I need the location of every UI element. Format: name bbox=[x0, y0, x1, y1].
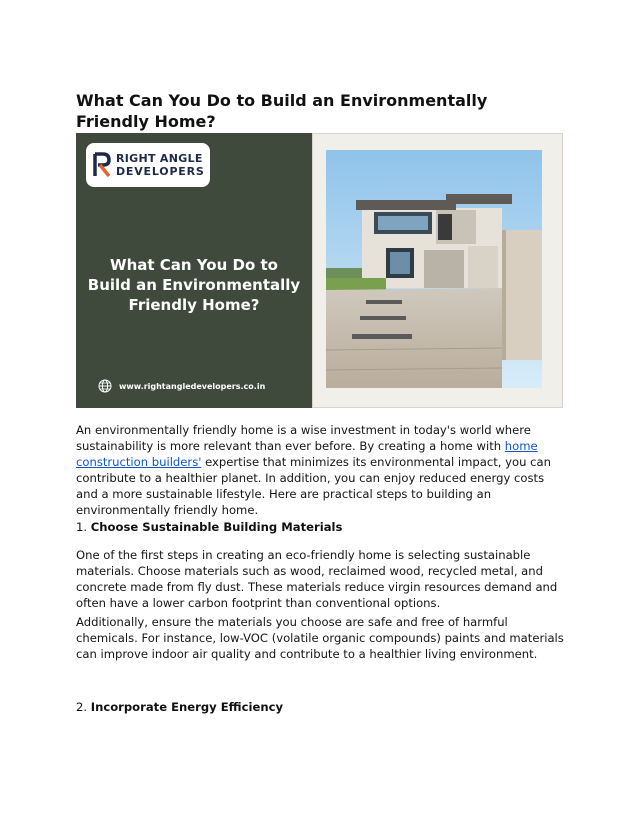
intro-text-before: An environmentally friendly home is a wise investment in today's world where sustainability is more relevant than ever before. By creating a home with bbox=[76, 423, 531, 453]
logo-r-icon bbox=[92, 152, 112, 178]
website-url: www.rightangledevelopers.co.in bbox=[119, 381, 266, 391]
house-photo bbox=[326, 150, 542, 388]
home-construction-builders-link[interactable]: home construction builders' bbox=[76, 439, 538, 469]
banner-photo-panel bbox=[312, 133, 563, 408]
section-1-heading bbox=[76, 519, 564, 535]
globe-icon bbox=[98, 379, 112, 393]
banner-heading-line3: Friendly Home? bbox=[128, 296, 260, 314]
page-title: What Can You Do to Build an Environmentally Friendly Home? bbox=[76, 91, 488, 131]
banner-heading-line2: Build an Environmentally bbox=[87, 276, 301, 294]
banner-heading bbox=[76, 255, 312, 315]
hero-banner bbox=[76, 133, 563, 408]
section-1-number: 1. bbox=[76, 520, 88, 534]
banner-heading-line1: What Can You Do to bbox=[110, 256, 278, 274]
company-logo bbox=[86, 143, 210, 187]
section-2-heading bbox=[76, 699, 564, 715]
banner-left-panel bbox=[76, 133, 312, 408]
section-2-title: Incorporate Energy Efficiency bbox=[90, 700, 284, 714]
section-1-title: Choose Sustainable Building Materials bbox=[90, 520, 343, 534]
website-row bbox=[98, 379, 265, 393]
section-1-paragraph-1: One of the first steps in creating an eco-friendly home is selecting sustainable materials. Choose materials such as wood, reclaimed wood, recycled metal, and concrete made from fly dust. These materials reduce virgin resources demand and often have a lower carbon footprint than conventional options. bbox=[76, 548, 558, 610]
intro-paragraph bbox=[76, 422, 564, 518]
logo-text-line2: DEVELOPERS bbox=[116, 165, 205, 178]
logo-text-line1: RIGHT ANGLE bbox=[116, 152, 203, 165]
section-1-paragraph-2: Additionally, ensure the materials you choose are safe and free of harmful chemicals. For instance, low-VOC (volatile organic compounds) paints and materials can improve indoor air quality and contribute to a healthier living environment. bbox=[76, 615, 564, 661]
intro-text-after: expertise that minimizes its environmental impact, you can contribute to a healthier planet. In addition, you can enjoy reduced energy costs and a more sustainable lifestyle. Here are practical steps to building an environmentally friendly home. bbox=[76, 455, 551, 517]
section-2-number: 2. bbox=[76, 700, 88, 714]
